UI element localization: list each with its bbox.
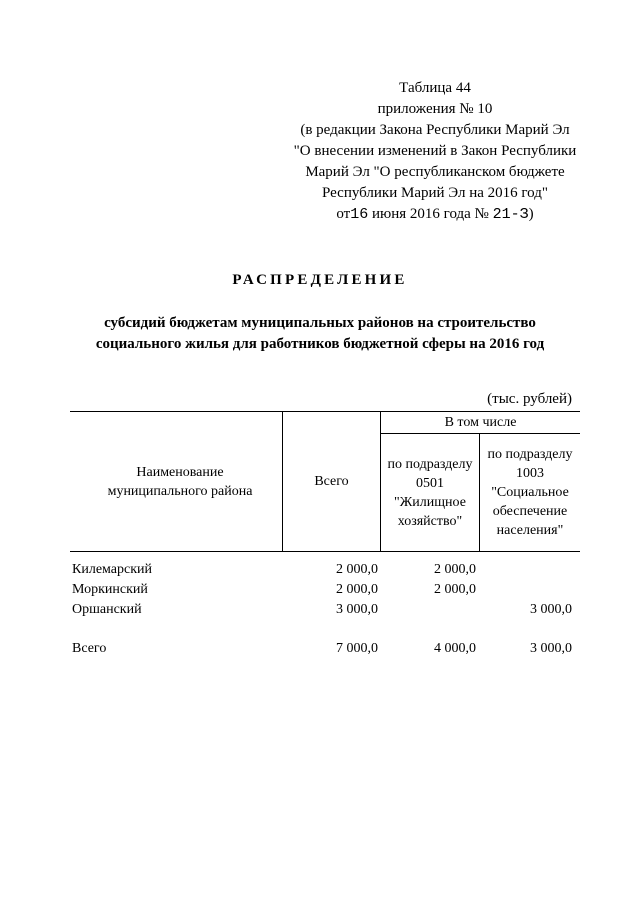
header-bottom-border xyxy=(70,551,580,552)
district-name: Килемарский xyxy=(72,562,153,577)
district-name: Оршанский xyxy=(72,602,142,617)
law-reference-line-2: "О внесении изменений в Закон Республики xyxy=(293,143,577,159)
row-0501: 2 000,0 xyxy=(434,582,476,597)
law-reference-line-4: Республики Марий Эл на 2016 год" xyxy=(321,185,549,201)
appendix-header xyxy=(270,78,600,225)
total-total: 7 000,0 xyxy=(336,641,378,656)
row-1003: 3 000,0 xyxy=(530,602,572,617)
header-total-column: Всего xyxy=(314,474,349,489)
date-prefix: от xyxy=(336,206,351,222)
row-0501: 2 000,0 xyxy=(434,562,476,577)
law-date-line xyxy=(270,204,600,225)
date-suffix: ) xyxy=(528,206,534,222)
header-name-column: Наименование муниципального района xyxy=(107,464,253,499)
row-total: 2 000,0 xyxy=(336,582,378,597)
appendix-number: приложения № 10 xyxy=(377,101,493,117)
header-0501-column: по подразделу 0501 "Жилищное хозяйство" xyxy=(387,456,473,529)
units-label: (тыс. рублей) xyxy=(487,391,572,407)
document-subtitle xyxy=(70,313,570,355)
law-reference-line-3: Марий Эл "О республиканском бюджете xyxy=(305,164,565,180)
date-day: 16 xyxy=(350,206,369,223)
subtitle-line-2: социального жилья для работников бюджетной сферы на 2016 год xyxy=(95,336,545,352)
law-number: 21-З xyxy=(492,206,529,223)
row-total: 2 000,0 xyxy=(336,562,378,577)
law-reference-line-1: (в редакции Закона Республики Марий Эл xyxy=(300,122,570,138)
column-divider-3 xyxy=(479,433,480,551)
row-total: 3 000,0 xyxy=(336,602,378,617)
header-1003-column: по подразделу 1003 "Социальное обеспечение населения" xyxy=(487,447,573,538)
total-0501: 4 000,0 xyxy=(434,641,476,656)
subtitle-line-1: субсидий бюджетам муниципальных районов на строительство xyxy=(104,315,536,331)
total-1003: 3 000,0 xyxy=(530,641,572,656)
district-name: Моркинский xyxy=(72,582,148,597)
document-title: РАСПРЕДЕЛЕНИЕ xyxy=(232,272,408,288)
date-middle: июня 2016 года № xyxy=(368,206,493,222)
table-number: Таблица 44 xyxy=(399,80,471,96)
total-label: Всего xyxy=(72,641,107,656)
header-including: В том числе xyxy=(444,415,517,430)
